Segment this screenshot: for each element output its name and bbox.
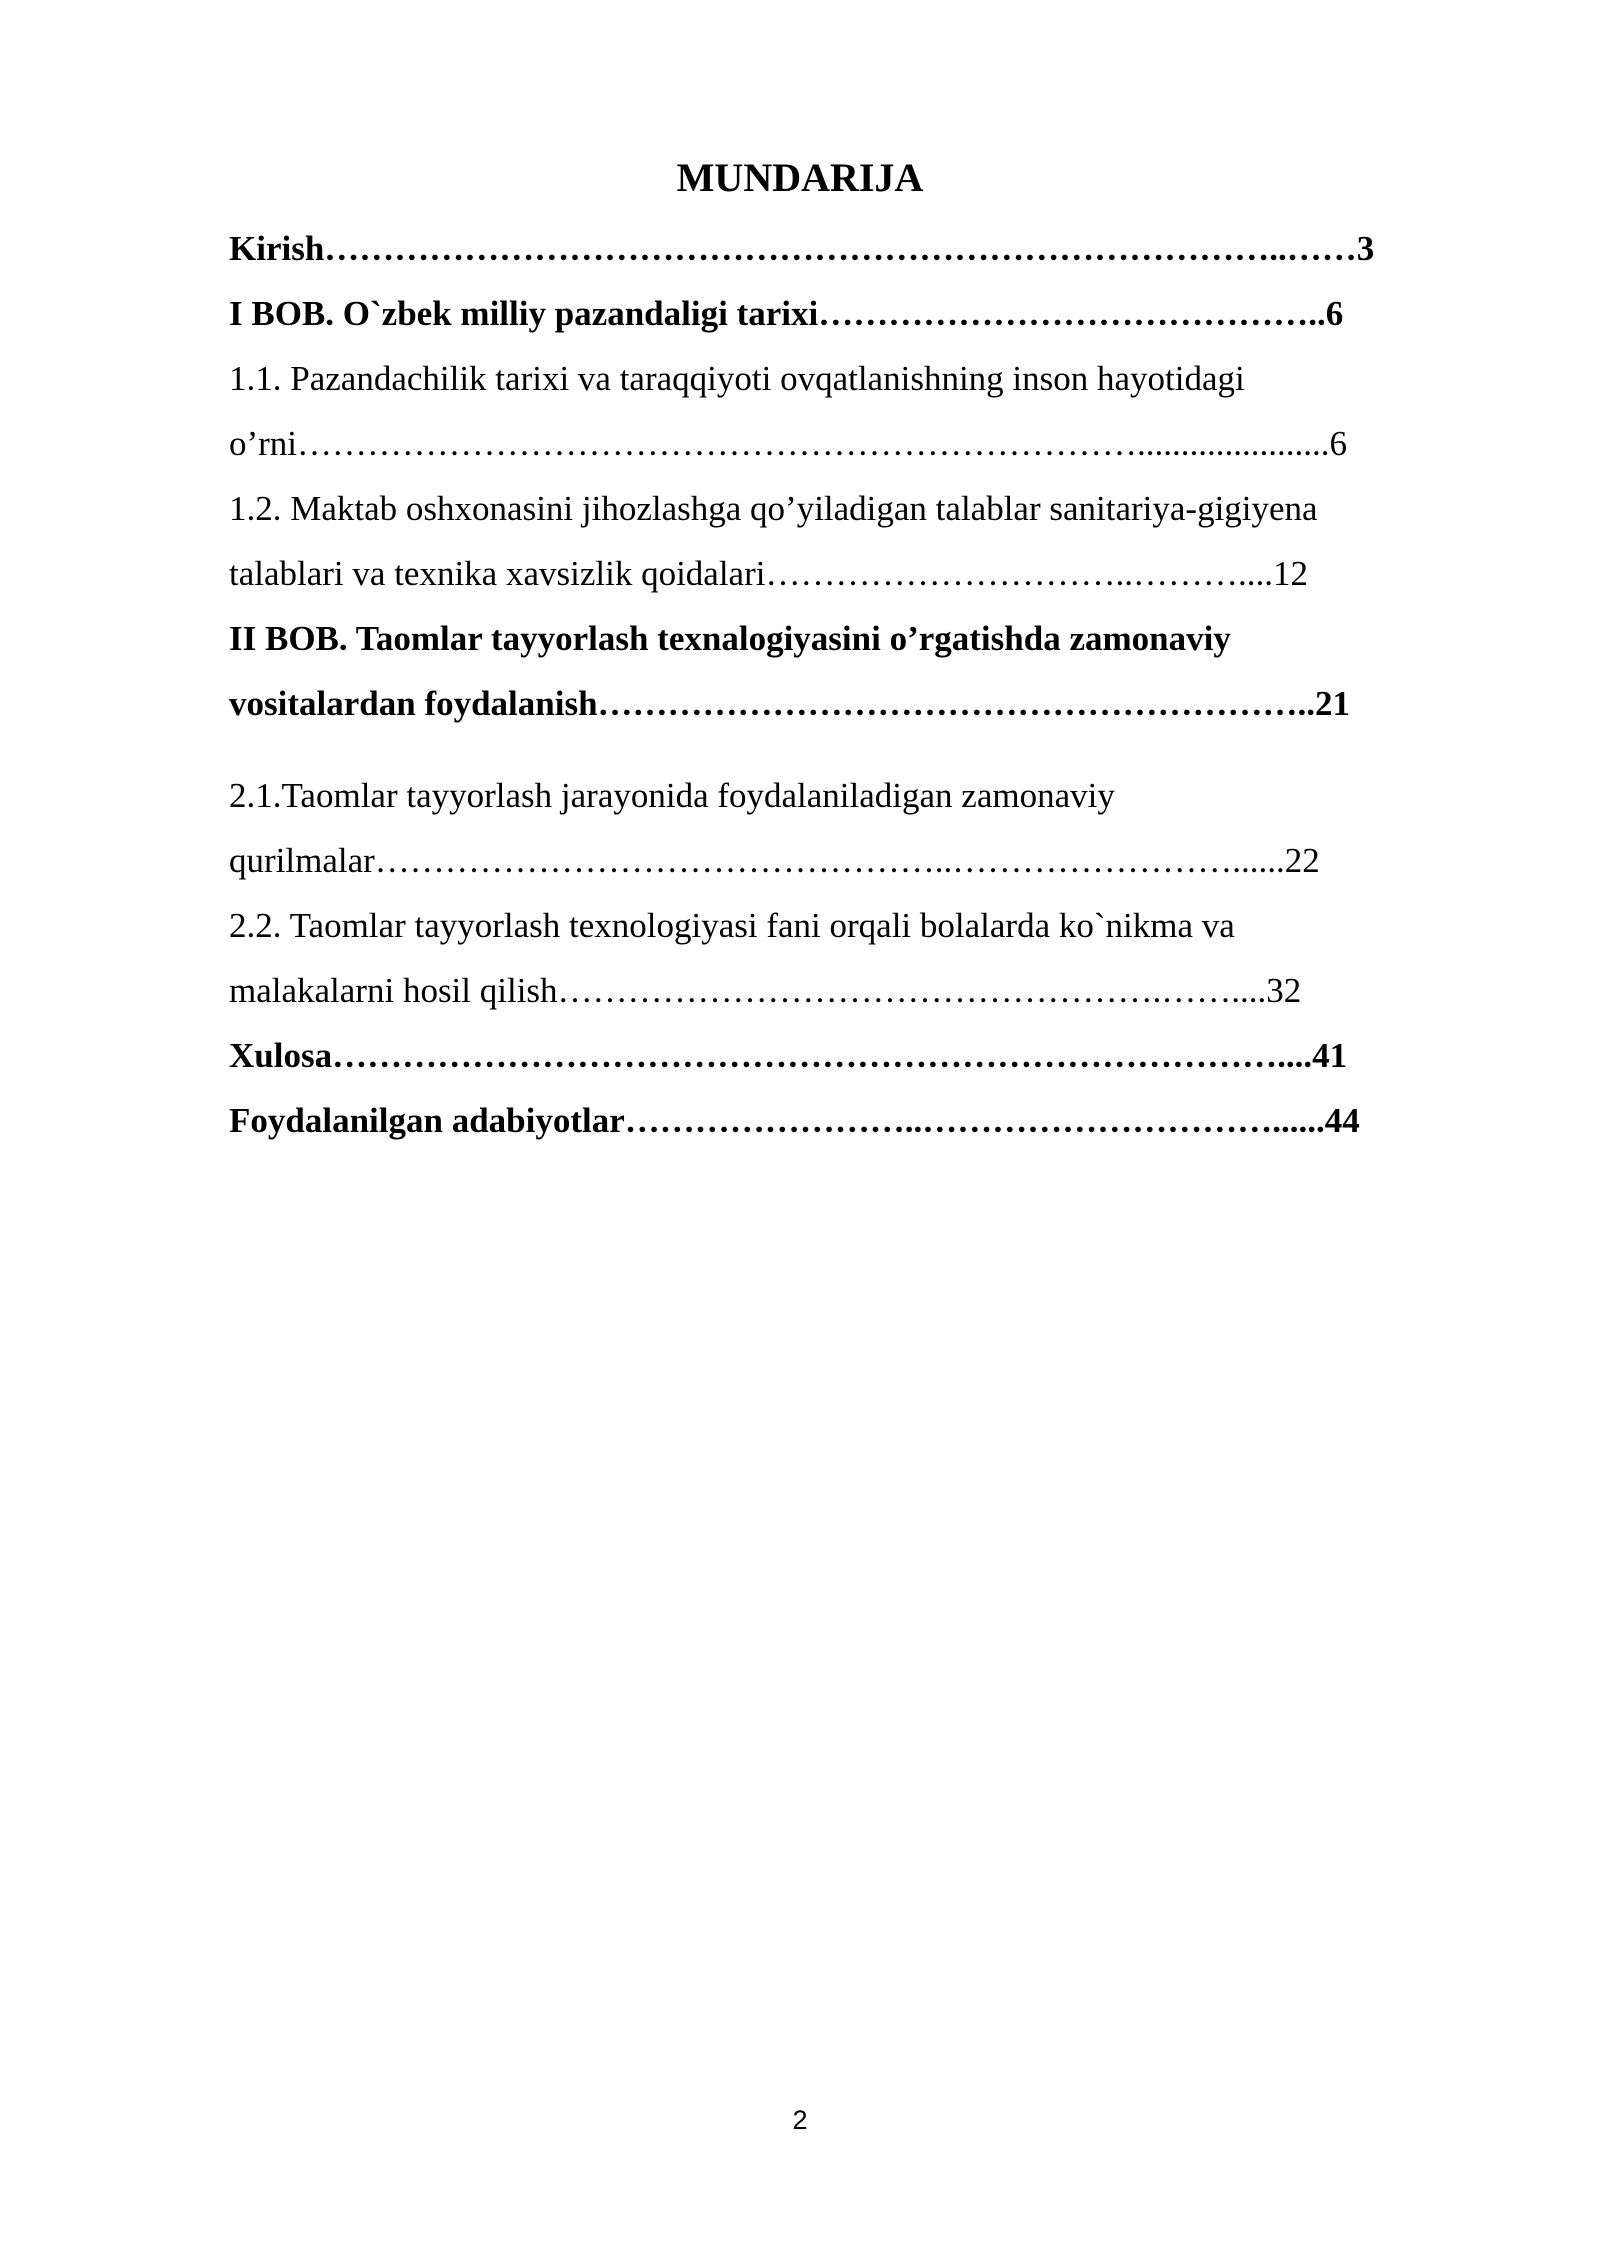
toc-entry-chapter-1: I BOB. O`zbek milliy pazandaligi tarixi……………………………………..6 [229, 294, 1344, 333]
toc-entry-section-2-2-cont: malakalarni hosil qilish…………………………………………….……....32 [229, 971, 1302, 1010]
toc-entry-section-2-1-cont: qurilmalar…………………………………………..……………………......22 [229, 841, 1320, 880]
page-number: 2 [792, 2105, 808, 2135]
toc-entry-section-1-2: 1.2. Maktab oshxonasini jihozlashga qo’yiladigan talablar sanitariya-gigiyena [229, 489, 1318, 528]
toc-entry-section-2-1: 2.1.Taomlar tayyorlash jarayonida foydalaniladigan zamonaviy [229, 776, 1115, 815]
toc-entry-section-1-2-cont: talablari va texnika xavsizlik qoidalari…………………………..………....12 [229, 554, 1308, 593]
toc-entry-chapter-2: II BOB. Taomlar tayyorlash texnalogiyasini o’rgatishda zamonaviy [229, 619, 1231, 658]
toc-entry-kirish: Kirish………………………………………………………………………..……3 [229, 229, 1375, 268]
toc-entry-xulosa: Xulosa………………………………………………………………………....41 [229, 1036, 1348, 1075]
toc-entry-references: Foydalanilgan adabiyotlar……………………..…………………………......44 [229, 1101, 1360, 1140]
toc-entry-section-2-2: 2.2. Taomlar tayyorlash texnologiyasi fani orqali bolalarda ko`nikma va [229, 906, 1235, 945]
table-of-contents [229, 216, 1479, 1153]
toc-entry-chapter-2-cont: vositalardan foydalanish……………………………………………………..21 [229, 684, 1351, 723]
toc-entry-section-1-1: 1.1. Pazandachilik tarixi va taraqqiyoti ovqatlanishning inson hayotidagi [229, 359, 1245, 398]
page-title: MUNDARIJA [676, 155, 924, 200]
toc-entry-section-1-1-cont: o’rni………………………………………………………………......................6 [229, 424, 1348, 463]
